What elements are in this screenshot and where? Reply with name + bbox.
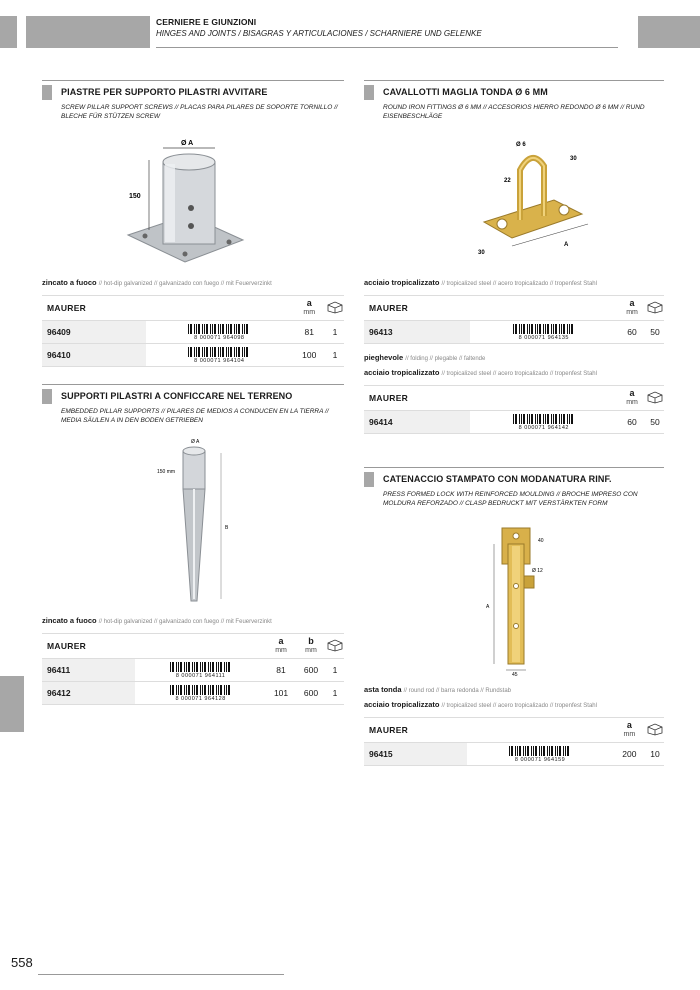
material-name: pieghevole xyxy=(364,353,404,362)
material-name: asta tonda xyxy=(364,685,402,694)
value-a: 100 xyxy=(292,344,326,367)
table-row xyxy=(42,321,344,344)
material-name: zincato a fuoco xyxy=(42,278,97,287)
barcode-number: 8 000071 964135 xyxy=(518,334,569,341)
dim-label-w: 45 xyxy=(512,672,518,678)
product-code: 96413 xyxy=(364,321,470,344)
dim-label-d: Ø 6 xyxy=(516,142,526,148)
material-name: acciaio tropicalizzato xyxy=(364,700,440,709)
table-row xyxy=(364,743,664,766)
col-a-label: a xyxy=(278,636,284,646)
material-translations: // hot-dip galvanized // galvanizado con fuego // mit Feuerverzinkt xyxy=(98,619,272,625)
col-unit: mm xyxy=(626,399,638,406)
dim-label-a: A xyxy=(564,242,569,248)
table-row xyxy=(42,344,344,367)
barcode xyxy=(470,324,618,341)
dim-label-h: 40 xyxy=(538,538,544,544)
footer-rule xyxy=(38,974,284,975)
table-row xyxy=(42,682,344,705)
barcode-number: 8 000071 964128 xyxy=(175,695,226,702)
material-translations: // round rod // barra redonda // Rundstab xyxy=(403,688,512,694)
material-line xyxy=(364,277,664,290)
dim-label-a: A xyxy=(486,604,490,610)
section-embedded-pillar-supports xyxy=(42,384,344,705)
product-table xyxy=(364,295,664,344)
product-image xyxy=(364,514,664,680)
pack-qty: 1 xyxy=(326,682,344,705)
product-table xyxy=(364,385,664,434)
barrel-bolt-drawing xyxy=(414,516,614,678)
dim-label-w: 22 xyxy=(504,178,511,184)
maurer-logo: MAURER xyxy=(364,718,467,743)
product-code: 96414 xyxy=(364,411,470,434)
pillar-plate-drawing xyxy=(93,130,293,270)
section-subtitle: ROUND IRON FITTINGS Ø 6 MM // ACCESORIOS HIERRO REDONDO Ø 6 MM // RUND EISENBESCHLÄGE xyxy=(383,104,645,120)
maurer-logo: MAURER xyxy=(364,296,470,321)
dim-label-a: Ø A xyxy=(191,439,200,445)
page-header xyxy=(156,16,618,48)
section-press-formed-lock xyxy=(364,467,664,766)
section-round-iron-fittings xyxy=(364,80,664,434)
value-a: 81 xyxy=(266,659,296,682)
package-box-icon xyxy=(646,390,664,404)
barcode xyxy=(470,414,618,431)
col-unit: mm xyxy=(305,647,317,654)
package-box-icon xyxy=(646,300,664,314)
dim-label-h: 150 xyxy=(129,193,141,200)
col-unit: mm xyxy=(623,731,636,738)
material-name: acciaio tropicalizzato xyxy=(364,368,440,377)
barcode xyxy=(135,685,266,702)
value-a: 101 xyxy=(266,682,296,705)
pack-qty: 50 xyxy=(646,411,664,434)
col-unit: mm xyxy=(275,647,287,654)
page-subtitle: HINGES AND JOINTS / BISAGRAS Y ARTICULACIONES / SCHARNIERE UND GELENKE xyxy=(156,29,482,38)
section-marker xyxy=(364,85,374,100)
pack-qty: 1 xyxy=(326,659,344,682)
value-a: 200 xyxy=(613,743,646,766)
side-tab xyxy=(0,676,24,732)
value-a: 60 xyxy=(618,411,646,434)
package-box-icon xyxy=(326,638,344,652)
product-image xyxy=(42,431,344,611)
pack-qty: 10 xyxy=(646,743,664,766)
material-translations: // tropicalized steel // acero tropicalizado // tropenfest Stahl xyxy=(441,703,597,709)
dim-label-a: Ø A xyxy=(181,140,194,147)
maurer-logo: MAURER xyxy=(42,634,135,659)
section-title: CATENACCIO STAMPATO CON MODANATURA RINF. xyxy=(383,474,612,484)
material-line xyxy=(364,684,664,697)
table-header-row xyxy=(364,296,664,321)
corner-tab-right xyxy=(638,16,700,48)
section-subtitle: SCREW PILLAR SUPPORT SCREWS // PLACAS PARA PILARES DE SOPORTE TORNILLO // BLECHE FÜR STÜTZEN SCREW xyxy=(61,104,338,120)
table-header-row xyxy=(364,718,664,743)
product-table xyxy=(42,295,344,367)
pack-qty: 1 xyxy=(326,321,344,344)
product-image xyxy=(42,127,344,273)
barcode xyxy=(135,662,266,679)
barcode xyxy=(146,347,292,364)
product-code: 96415 xyxy=(364,743,467,766)
dim-label-d: Ø 12 xyxy=(532,568,543,574)
corner-tab-left xyxy=(0,16,17,48)
product-code: 96412 xyxy=(42,682,135,705)
section-marker xyxy=(42,85,52,100)
product-code: 96411 xyxy=(42,659,135,682)
product-table xyxy=(364,717,664,766)
material-translations: // tropicalized steel // acero tropicalizado // tropenfest Stahl xyxy=(441,371,597,377)
material-line xyxy=(364,352,664,365)
table-header-row xyxy=(364,386,664,411)
material-line xyxy=(42,277,344,290)
product-image xyxy=(364,127,664,273)
col-a-label: a xyxy=(626,720,632,730)
material-line xyxy=(364,699,664,712)
barcode-number: 8 000071 964098 xyxy=(194,334,245,341)
pack-qty: 50 xyxy=(646,321,664,344)
material-name: acciaio tropicalizzato xyxy=(364,278,440,287)
table-header-row xyxy=(42,634,344,659)
material-translations: // folding // plegable // faltende xyxy=(405,356,486,362)
barcode-number: 8 000071 964104 xyxy=(194,357,245,364)
material-translations: // hot-dip galvanized // galvanizado con fuego // mit Feuerverzinkt xyxy=(98,281,272,287)
product-table xyxy=(42,633,344,705)
product-code: 96410 xyxy=(42,344,146,367)
barcode xyxy=(146,324,292,341)
barcode-number: 8 000071 964111 xyxy=(175,672,226,679)
section-marker xyxy=(364,472,374,487)
product-code: 96409 xyxy=(42,321,146,344)
col-unit: mm xyxy=(626,309,638,316)
value-a: 60 xyxy=(618,321,646,344)
header-tab xyxy=(26,16,150,48)
col-b-label: b xyxy=(308,636,314,646)
table-header-row xyxy=(42,296,344,321)
page-title: CERNIERE E GIUNZIONI xyxy=(156,17,257,27)
value-b: 600 xyxy=(296,659,326,682)
col-a-label: a xyxy=(629,388,635,398)
col-a-label: a xyxy=(306,298,312,308)
maurer-logo: MAURER xyxy=(364,386,470,411)
dim-label-b: B xyxy=(225,525,229,531)
section-title: CAVALLOTTI MAGLIA TONDA Ø 6 MM xyxy=(383,87,548,97)
staple-plate-drawing xyxy=(404,130,624,270)
pack-qty: 1 xyxy=(326,344,344,367)
table-row xyxy=(364,321,664,344)
value-a: 81 xyxy=(292,321,326,344)
package-box-icon xyxy=(326,300,344,314)
section-subtitle: PRESS FORMED LOCK WITH REINFORCED MOULDING // BROCHE IMPRESO CON MOLDURA REFORZADO // CLASP BEDRUCKT MIT VERSTÄRKTEN FORM xyxy=(383,491,638,507)
package-box-icon xyxy=(646,722,664,736)
col-a-label: a xyxy=(629,298,635,308)
col-unit: mm xyxy=(303,309,316,316)
material-line xyxy=(364,367,664,380)
section-title: SUPPORTI PILASTRI A CONFICCARE NEL TERRENO xyxy=(61,391,293,401)
maurer-logo: MAURER xyxy=(42,296,146,321)
table-row xyxy=(42,659,344,682)
section-title: PIASTRE PER SUPPORTO PILASTRI AVVITARE xyxy=(61,87,268,97)
table-row xyxy=(364,411,664,434)
material-translations: // tropicalized steel // acero tropicalizado // tropenfest Stahl xyxy=(441,281,597,287)
dim-label-h: 150 mm xyxy=(157,469,176,475)
barcode-number: 8 000071 964142 xyxy=(518,424,569,431)
section-screw-pillar-plates xyxy=(42,80,344,367)
dim-label-h: 30 xyxy=(570,156,577,162)
ground-spike-drawing xyxy=(93,433,293,609)
section-marker xyxy=(42,389,52,404)
material-name: zincato a fuoco xyxy=(42,616,97,625)
section-subtitle: EMBEDDED PILLAR SUPPORTS // PILARES DE MEDIOS A CONDUCEN EN LA TIERRA // MEDIA SÄULEN A IN DEN BODEN GETRIEBEN xyxy=(61,408,329,424)
dim-label-l: 30 xyxy=(478,250,485,256)
page-number: 558 xyxy=(11,955,33,970)
value-b: 600 xyxy=(296,682,326,705)
barcode xyxy=(467,746,612,763)
barcode-number: 8 000071 964159 xyxy=(514,756,566,763)
material-line xyxy=(42,615,344,628)
